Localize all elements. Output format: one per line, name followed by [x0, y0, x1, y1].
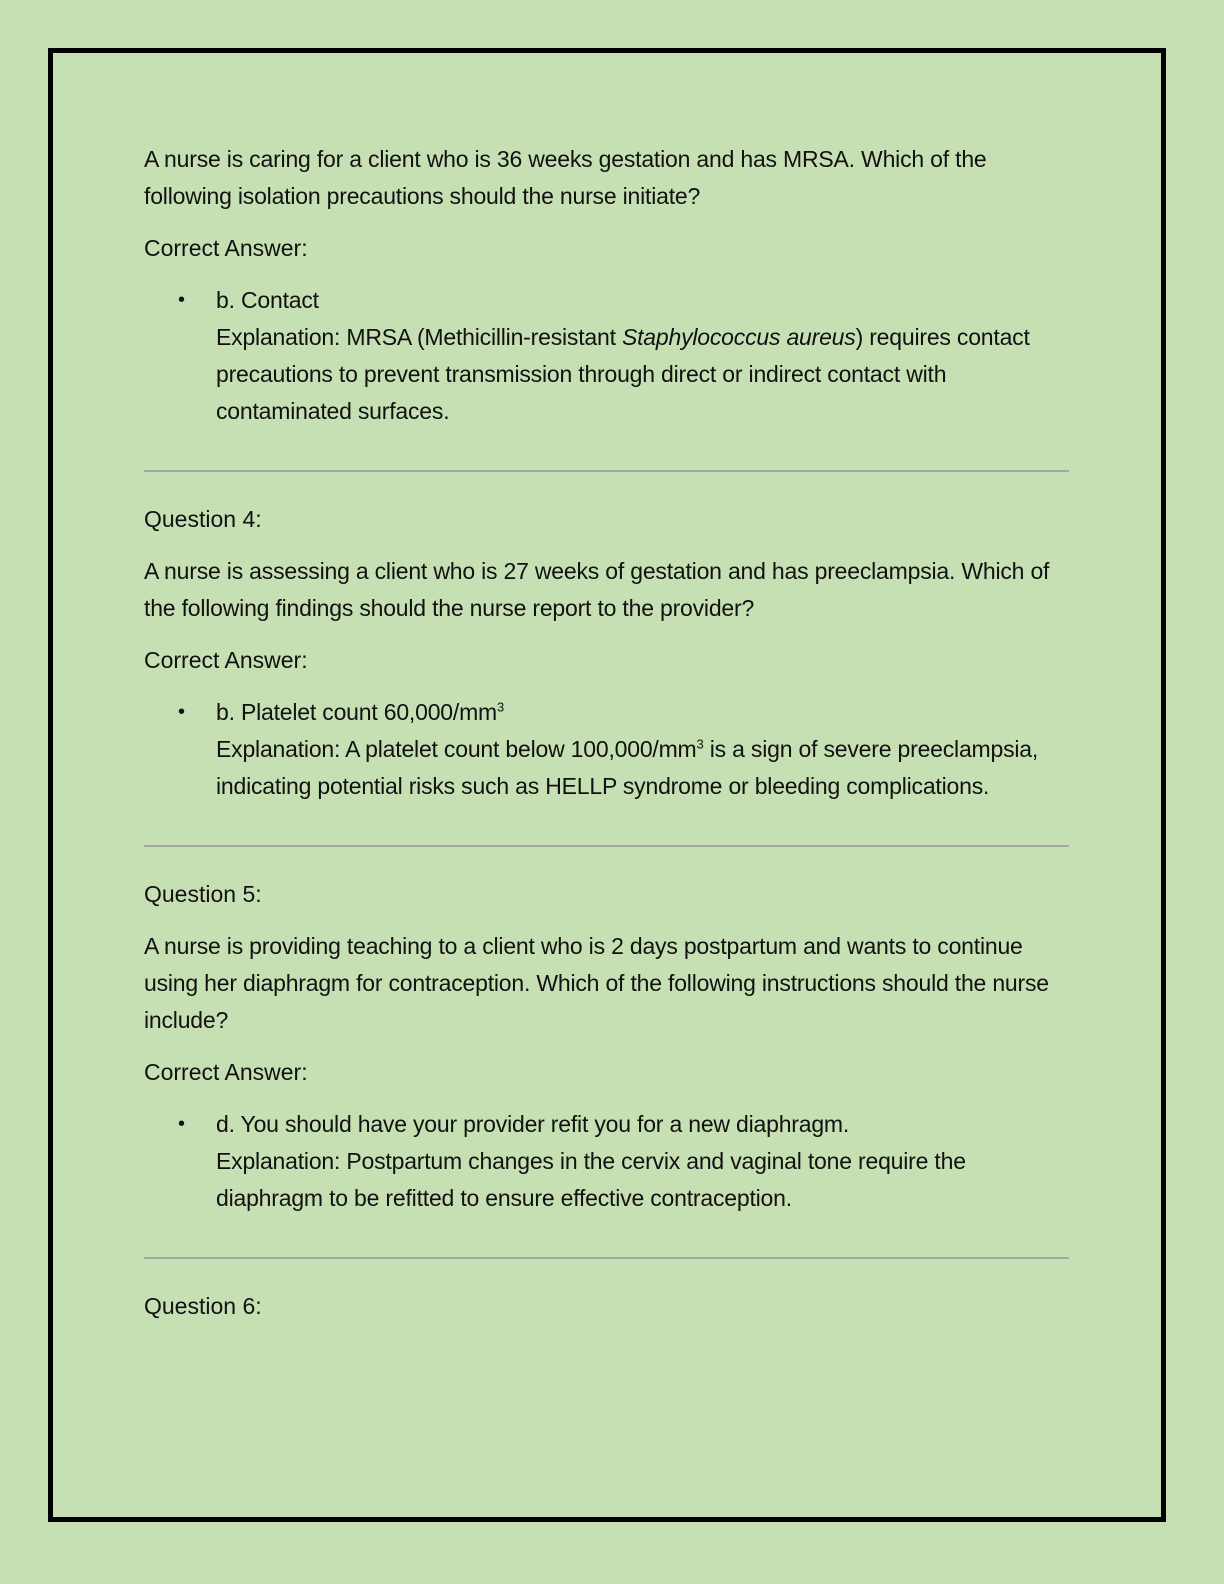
explanation-suffix: is a sign of severe preeclampsia, indicating potential risks such as HELLP syndrome or bleeding complications.	[216, 736, 1039, 799]
explanation-text: Explanation: Postpartum changes in the cervix and vaginal tone require the diaphragm to be refitted to ensure effective contraception.	[216, 1148, 966, 1211]
answer-list	[144, 282, 1069, 430]
answer-main: b. Platelet count 60,000/mm	[216, 699, 497, 725]
question-heading: Question 6:	[144, 1293, 262, 1319]
bullet-icon: •	[178, 701, 185, 723]
question-heading: Question 4:	[144, 506, 262, 532]
question-6-block	[144, 1288, 1069, 1325]
answer-text: b. Contact	[216, 287, 319, 313]
explanation-italic: Staphylococcus aureus	[621, 324, 856, 350]
document-content	[144, 141, 1069, 1340]
correct-answer-label: Correct Answer:	[144, 235, 308, 261]
answer-superscript: 3	[497, 699, 505, 715]
bullet-icon: •	[178, 1113, 185, 1135]
correct-answer-label: Correct Answer:	[144, 647, 308, 673]
answer-list	[144, 1106, 1069, 1217]
answer-item	[144, 282, 1069, 430]
divider	[144, 1257, 1069, 1259]
question-5-block	[144, 876, 1069, 1217]
question-text: A nurse is caring for a client who is 36 weeks gestation and has MRSA. Which of the following isolation precautions should the nurse initiate?	[144, 146, 987, 209]
answer-list	[144, 694, 1069, 805]
answer-text: d. You should have your provider refit you for a new diaphragm.	[216, 1111, 850, 1137]
answer-text	[216, 694, 1069, 731]
explanation-superscript: 3	[696, 736, 704, 752]
bullet-icon: •	[178, 289, 185, 311]
answer-item	[144, 1106, 1069, 1217]
explanation-text	[216, 319, 1069, 430]
answer-item	[144, 694, 1069, 805]
explanation-prefix: Explanation: A platelet count below 100,000/mm	[216, 736, 697, 762]
question-3-block	[144, 141, 1069, 430]
question-text: A nurse is assessing a client who is 27 weeks of gestation and has preeclampsia. Which of the following findings should the nurse report to the provider?	[144, 558, 1050, 621]
divider	[144, 845, 1069, 847]
question-text: A nurse is providing teaching to a client who is 2 days postpartum and wants to continue using her diaphragm for contraception. Which of the following instructions should the nurse include?	[144, 933, 1049, 1033]
question-4-block	[144, 501, 1069, 805]
explanation-prefix: Explanation: MRSA (Methicillin-resistant	[216, 324, 622, 350]
divider	[144, 470, 1069, 472]
explanation-text	[216, 731, 1069, 805]
question-heading: Question 5:	[144, 881, 262, 907]
correct-answer-label: Correct Answer:	[144, 1059, 308, 1085]
explanation-suffix: ) requires contact precautions to prevent transmission through direct or indirect contact with contaminated surfaces.	[216, 324, 1030, 424]
